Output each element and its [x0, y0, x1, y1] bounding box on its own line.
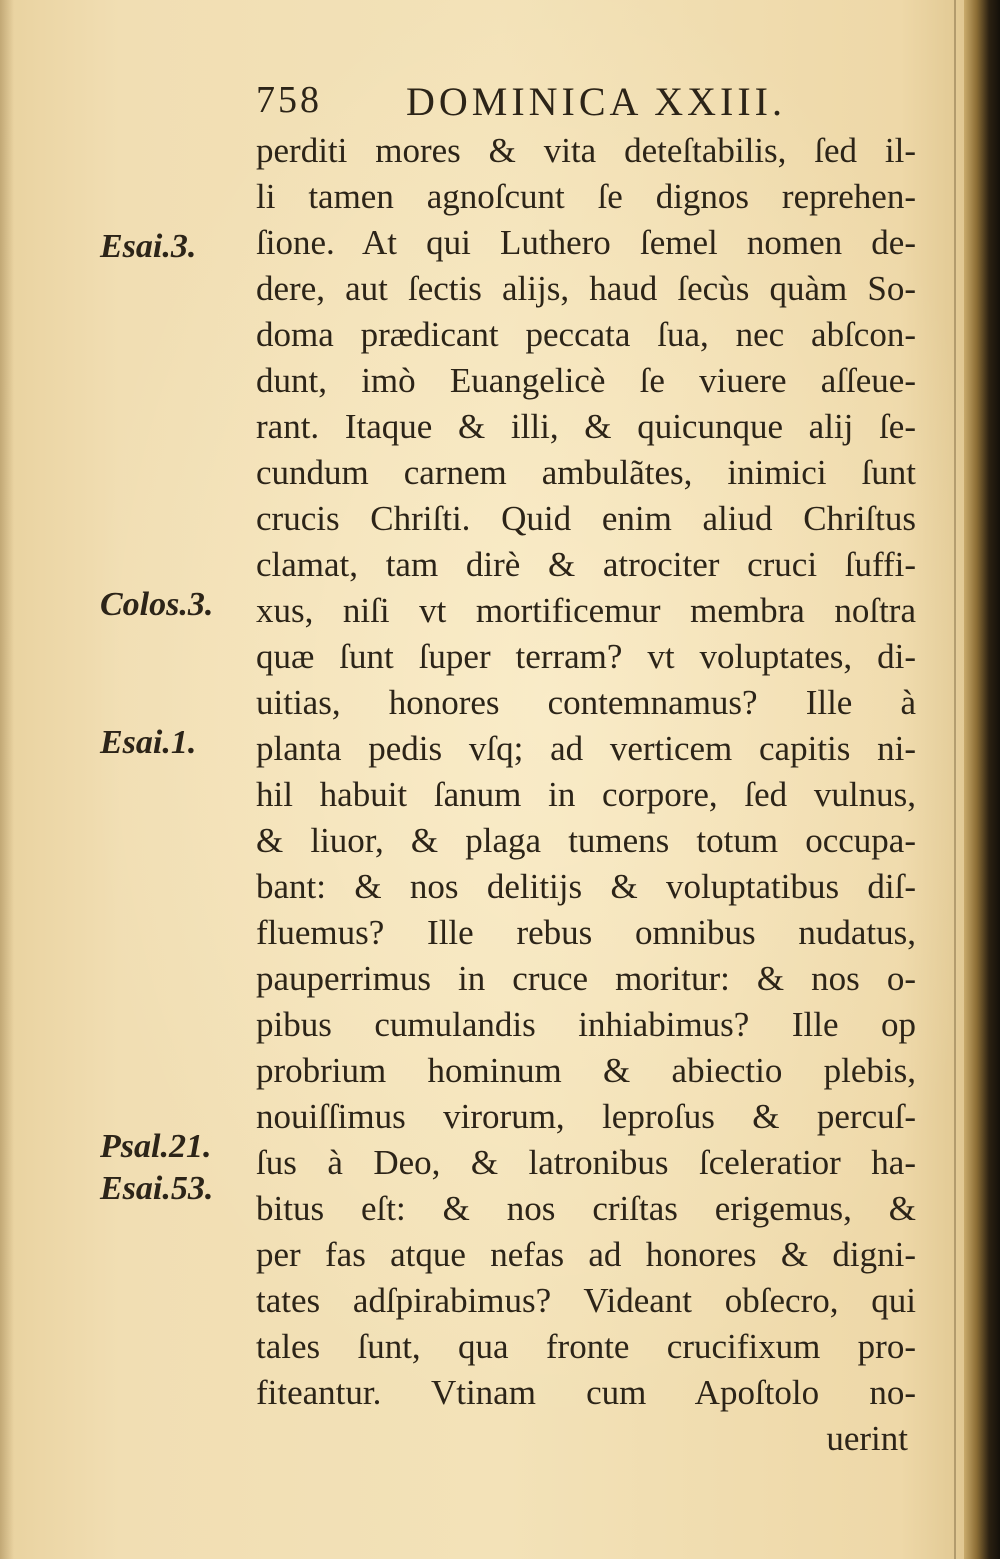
text-line: pibus cumulandis inhiabimus? Ille op — [256, 1005, 916, 1044]
text-line: probrium hominum & abiectio plebis, — [256, 1051, 916, 1090]
text-line: doma prædicant peccata ſua, nec abſcon- — [256, 315, 916, 354]
body-text — [256, 128, 916, 1462]
text-line: dere, aut ſectis alijs, haud ſecùs quàm So- — [256, 269, 916, 308]
text-line: bitus eſt: & nos criſtas erigemus, & — [256, 1189, 916, 1228]
marginal-note-esai-3: Esai.3. — [100, 228, 197, 265]
text-line: & liuor, & plaga tumens totum occupa- — [256, 821, 916, 860]
text-line: dunt, imò Euangelicè ſe viuere aſſeue- — [256, 361, 916, 400]
text-line: fluemus? Ille rebus omnibus nudatus, — [256, 913, 916, 952]
text-line: pauperrimus in cruce moritur: & nos o- — [256, 959, 916, 998]
text-line: crucis Chriſti. Quid enim aliud Chriſtus — [256, 499, 916, 538]
page-number: 758 — [256, 79, 322, 121]
text-line: tates adſpirabimus? Videant obſecro, qui — [256, 1281, 916, 1320]
running-title: DOMINICA XXIII. — [406, 79, 786, 124]
text-line: per fas atque nefas ad honores & digni- — [256, 1235, 916, 1274]
marginal-note-esai-53: Esai.53. — [100, 1170, 214, 1207]
text-line: hil habuit ſanum in corpore, ſed vulnus, — [256, 775, 916, 814]
running-head — [256, 78, 826, 128]
marginal-note-psal-21: Psal.21. — [100, 1128, 212, 1165]
catchword: uerint — [826, 1419, 908, 1458]
marginal-note-esai-1: Esai.1. — [100, 724, 197, 761]
text-line: li tamen agnoſcunt ſe dignos reprehen- — [256, 177, 916, 216]
text-line: planta pedis vſq; ad verticem capitis ni- — [256, 729, 916, 768]
text-line: bant: & nos delitijs & voluptatibus diſ- — [256, 867, 916, 906]
text-line: xus, niſi vt mortificemur membra noſtra — [256, 591, 916, 630]
text-line: uitias, honores contemnamus? Ille à — [256, 683, 916, 722]
text-line: nouiſſimus virorum, leproſus & percuſ- — [256, 1097, 916, 1136]
text-line: quæ ſunt ſuper terram? vt voluptates, di- — [256, 637, 916, 676]
marginal-note-colos-3: Colos.3. — [100, 586, 214, 623]
text-line: ſus à Deo, & latronibus ſceleratior ha- — [256, 1143, 916, 1182]
binding-crease — [954, 0, 956, 1559]
text-line: ſione. At qui Luthero ſemel nomen de- — [256, 223, 916, 262]
text-line: tales ſunt, qua fronte crucifixum pro- — [256, 1327, 916, 1366]
text-line: fiteantur. Vtinam cum Apoſtolo no- — [256, 1373, 916, 1412]
book-binding-edge — [964, 0, 1000, 1559]
text-line: cundum carnem ambulãtes, inimici ſunt — [256, 453, 916, 492]
text-line: rant. Itaque & illi, & quicunque alij ſe- — [256, 407, 916, 446]
text-line: clamat, tam dirè & atrociter cruci ſuffi- — [256, 545, 916, 584]
page-gutter-shadow — [0, 0, 14, 1559]
text-line: perditi mores & vita deteſtabilis, ſed il- — [256, 131, 916, 170]
